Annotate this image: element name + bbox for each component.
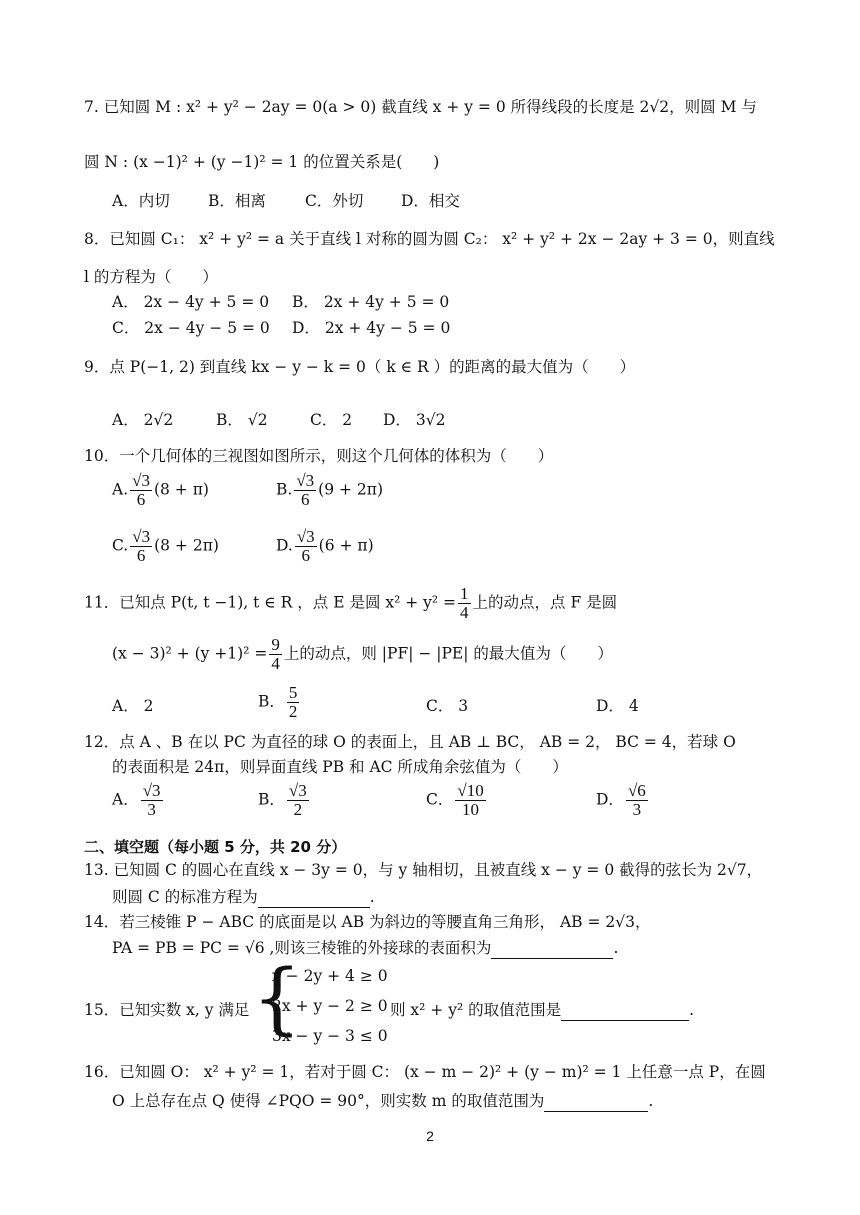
q11-option-d: D． 4	[596, 697, 639, 715]
q12-option-c-fraction	[455, 782, 485, 819]
q12-option-c	[426, 782, 488, 819]
q15-prefix: 15．已知实数 x, y 满足	[84, 1001, 250, 1019]
q10-option-c	[112, 528, 219, 565]
q10-option-d-den: 6	[301, 545, 310, 565]
q16-line1: 16．已知圆 O： x² + y² = 1，若对于圆 C： (x − m − 2)² + (y − m)² = 1 上任意一点 P，在圆	[84, 1063, 766, 1081]
q15-ineq-2: 2x + y − 2 ≥ 0	[272, 997, 388, 1015]
q10-option-a-tail: (8 + π)	[153, 480, 209, 499]
q7-line1: 7. 已知圆 M : x² + y² − 2ay = 0(a > 0) 截直线 x + y = 0 所得线段的长度是 2√2，则圆 M 与	[84, 98, 757, 116]
q11-line2-den: 4	[271, 653, 280, 673]
q10-option-d-tail: (6 + π)	[318, 536, 374, 555]
q8-option-a: A． 2x − 4y + 5 = 0	[112, 293, 270, 311]
q8-option-b: B． 2x + 4y + 5 = 0	[292, 293, 450, 311]
q11-line2-b: 上的动点，则 |PF| − |PE| 的最大值为（ ）	[283, 644, 613, 663]
q10-option-a-fraction	[130, 472, 152, 509]
q12-option-d-num: √6	[627, 781, 646, 800]
q9-option-c: C． 2	[310, 411, 353, 429]
q10-option-a-den: 6	[136, 489, 146, 509]
q7-option-d: D．相交	[401, 192, 460, 210]
q10-option-b-den: 6	[301, 489, 310, 509]
q10-option-d	[276, 528, 374, 565]
q8-option-c: C． 2x − 4y − 5 = 0	[112, 319, 270, 337]
q12-option-d-label: D．	[596, 790, 624, 809]
q12-option-a-num: √3	[142, 781, 161, 800]
q14-line2	[112, 939, 618, 959]
q11-option-b-label: B．	[258, 692, 285, 711]
q10-option-b-tail: (9 + 2π)	[318, 480, 384, 499]
q12-option-b-num: √3	[288, 781, 307, 800]
q11-line2	[112, 636, 613, 673]
q9-option-d: D． 3√2	[383, 411, 446, 429]
q7-option-b: B．相离	[208, 192, 266, 210]
q11-line2-num: 9	[271, 635, 280, 654]
q12-option-b-den: 2	[293, 799, 303, 819]
q10-option-a-num: √3	[132, 471, 150, 490]
q16-end: .	[648, 1092, 654, 1110]
q11-line1-fraction	[458, 585, 471, 622]
q10-option-c-tail: (8 + 2π)	[154, 536, 219, 555]
q11-option-a: A． 2	[112, 697, 154, 715]
q10-option-c-num: √3	[132, 527, 151, 546]
q10-option-c-label: C.	[112, 536, 129, 555]
q11-option-b-num: 5	[288, 683, 298, 702]
q14-end: .	[613, 939, 619, 957]
q7-option-c: C．外切	[305, 192, 364, 210]
q11-line1-num: 1	[460, 584, 469, 603]
q9-line1: 9．点 P(−1, 2) 到直线 kx − y − k = 0（ k ∈ R ）的距离的最大值为（ ）	[84, 358, 636, 376]
q12-option-d-den: 3	[632, 799, 642, 819]
q12-line1: 12．点 A 、B 在以 PC 为直径的球 O 的表面上，且 AB ⊥ BC， AB = 2， BC = 4，若球 O	[84, 733, 736, 751]
q13-line1: 13. 已知圆 C 的圆心在直线 x − 3y = 0，与 y 轴相切，且被直线 x − y = 0 截得的弦长为 2√7，	[84, 861, 763, 879]
q12-option-a-den: 3	[147, 799, 156, 819]
q10-option-d-label: D.	[276, 536, 293, 555]
q12-option-c-den: 10	[462, 799, 480, 819]
q16-line2-text: O 上总存在点 Q 使得 ∠PQO = 90°，则实数 m 的取值范围为	[112, 1092, 545, 1110]
q12-option-c-label: C．	[426, 790, 454, 809]
q12-option-d	[596, 782, 650, 819]
q12-option-b-fraction	[287, 782, 309, 819]
q12-option-a-label: A．	[112, 790, 139, 809]
q8-option-d: D． 2x + 4y − 5 = 0	[292, 319, 451, 337]
q15-end: .	[689, 1001, 695, 1019]
q10-option-d-num: √3	[296, 527, 315, 546]
q16-line2	[112, 1092, 653, 1112]
q10-line1: 10．一个几何体的三视图如图所示，则这个几何体的体积为（ ）	[84, 447, 554, 465]
q10-option-b	[276, 472, 383, 509]
q10-option-a	[112, 472, 209, 509]
q8-line1: 8．已知圆 C₁： x² + y² = a 关于直线 l 对称的圆为圆 C₂： x² + y² + 2x − 2ay + 3 = 0，则直线	[84, 230, 775, 248]
q11-line1	[84, 585, 617, 622]
q10-option-b-num: √3	[296, 471, 315, 490]
q8-line2: l 的方程为（ ）	[84, 268, 218, 286]
q11-option-b-den: 2	[288, 701, 298, 721]
q10-option-a-label: A.	[112, 480, 129, 499]
section-heading-fill-in: 二、填空题（每小题 5 分，共 20 分）	[84, 838, 347, 856]
page-number: 2	[426, 1128, 434, 1144]
q7-option-a: A．内切	[112, 192, 170, 210]
q11-option-b-fraction	[287, 684, 300, 721]
q15-brace: {	[252, 954, 302, 1044]
q11-line2-fraction	[269, 636, 282, 673]
q10-option-b-fraction	[294, 472, 316, 509]
q11-line2-a: (x − 3)² + (y +1)² =	[112, 644, 268, 663]
q12-option-d-fraction	[626, 782, 648, 819]
q13-line2	[112, 888, 375, 908]
q12-option-a	[112, 782, 165, 819]
q9-option-b: B． √2	[216, 411, 268, 429]
q14-line2-text: PA = PB = PC = √6 ,则该三棱锥的外接球的表面积为	[112, 939, 492, 957]
q11-option-b	[258, 684, 301, 721]
q10-option-c-fraction	[130, 528, 152, 565]
q14-answer-blank[interactable]	[491, 939, 613, 959]
q7-line2: 圆 N : (x −1)² + (y −1)² = 1 的位置关系是( )	[84, 153, 440, 171]
q12-line2: 的表面积是 24π，则异面直线 PB 和 AC 所成角余弦值为（ ）	[112, 758, 568, 776]
q12-option-c-num: √10	[457, 781, 484, 800]
q12-option-a-fraction	[141, 782, 163, 819]
q11-line1-den: 4	[460, 602, 469, 622]
q16-answer-blank[interactable]	[544, 1092, 648, 1112]
q10-option-b-label: B.	[276, 480, 293, 499]
q15-answer-blank[interactable]	[561, 1001, 689, 1021]
q14-line1: 14．若三棱锥 P − ABC 的底面是以 AB 为斜边的等腰直角三角形， AB = 2√3，	[84, 913, 651, 931]
q11-line1-a: 11．已知点 P(t, t −1), t ∈ R ，点 E 是圆 x² + y² =	[84, 593, 457, 612]
q12-option-b-label: B．	[258, 790, 285, 809]
q15-ineq-3: 3x − y − 3 ≤ 0	[272, 1027, 388, 1045]
q13-end: .	[369, 888, 375, 906]
q9-option-a: A． 2√2	[112, 411, 174, 429]
q13-answer-blank[interactable]	[258, 888, 370, 908]
q13-line2-text: 则圆 C 的标准方程为	[112, 888, 258, 906]
q11-option-c: C． 3	[426, 697, 469, 715]
q15-suffix	[390, 1001, 694, 1021]
q10-option-c-den: 6	[136, 545, 146, 565]
q10-option-d-fraction	[295, 528, 317, 565]
q11-line1-b: 上的动点，点 F 是圆	[472, 593, 618, 612]
q15-suffix-text: 则 x² + y² 的取值范围是	[390, 1001, 562, 1019]
q12-option-b	[258, 782, 311, 819]
q15-ineq-1: x − 2y + 4 ≥ 0	[272, 967, 388, 985]
